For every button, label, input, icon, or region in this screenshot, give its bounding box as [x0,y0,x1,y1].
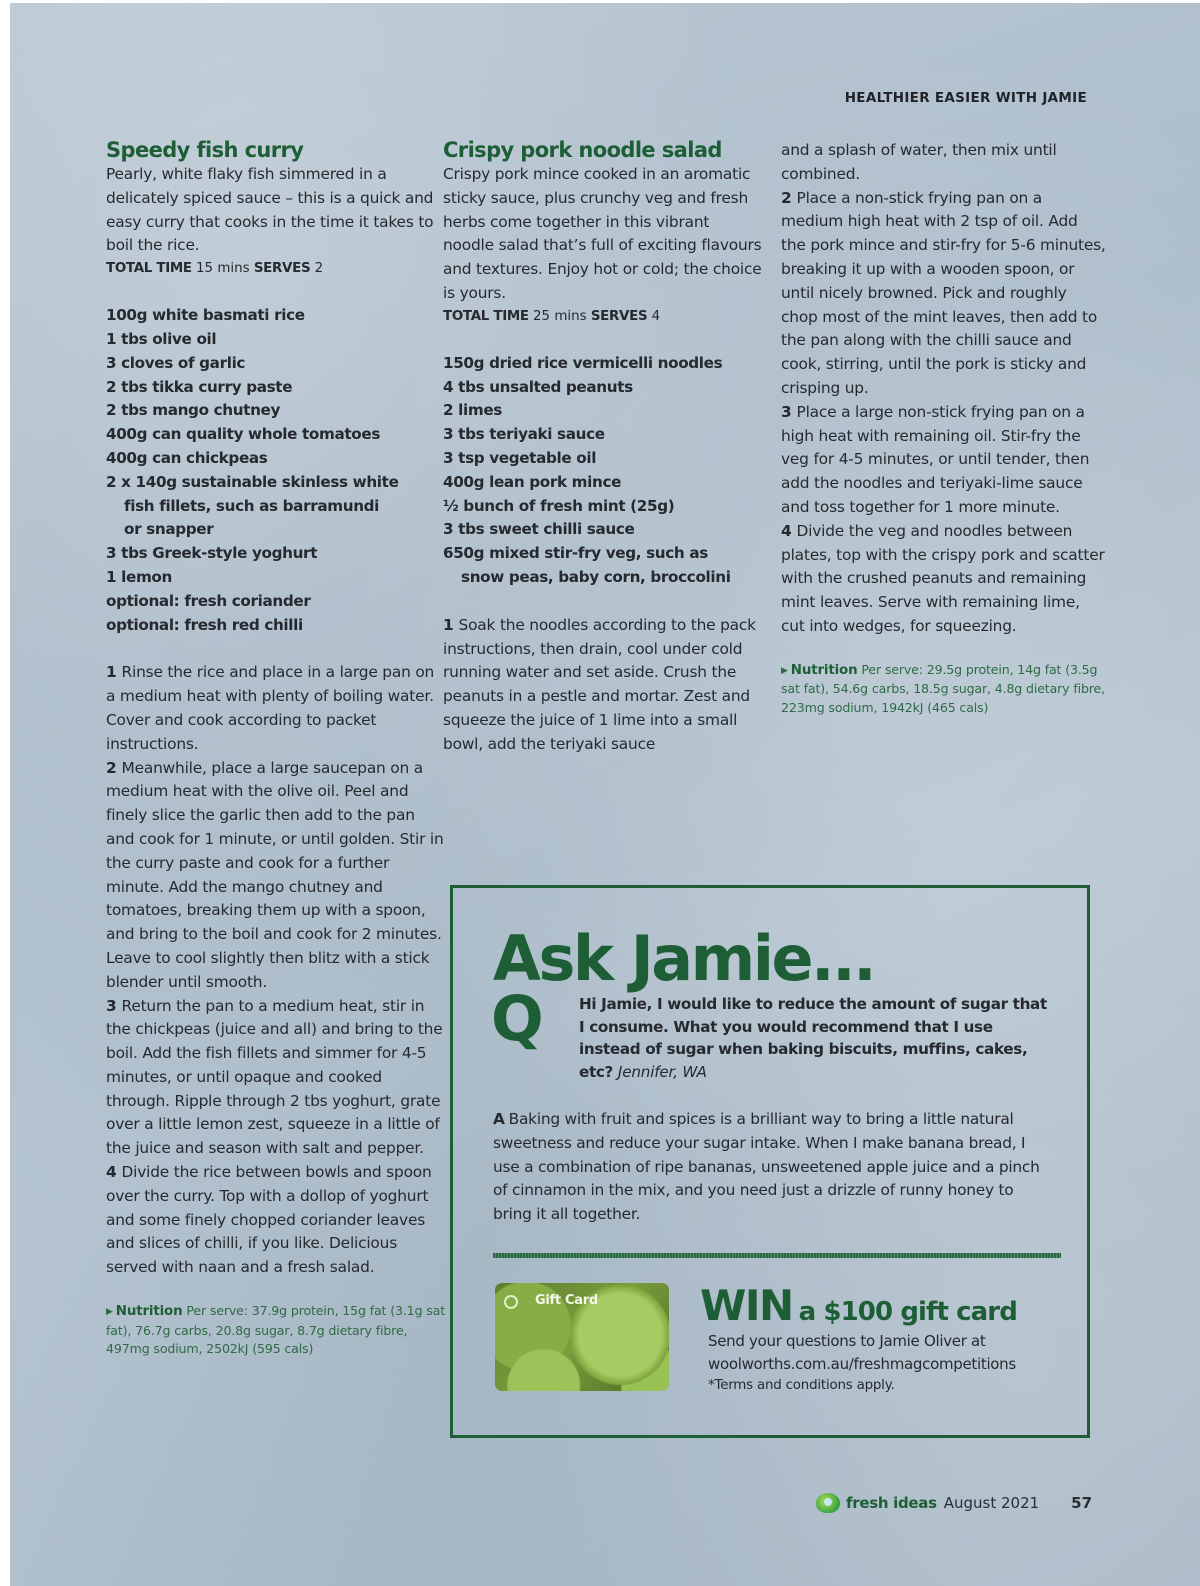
ingredient: 650g mixed stir-fry veg, such as [443,544,708,563]
ingredients-list [443,352,763,590]
method-steps [781,139,1106,639]
method-step: 1 Rinse the rice and place in a large pan on a medium heat with plenty of boiling water. Cover and cook according to packet instructions. [106,663,435,753]
ingredient: optional: fresh coriander [106,591,311,610]
nutrition-label: Nutrition [790,662,858,678]
nutrition-values: Per serve: 37.9g protein, 15g fat (3.1g sat fat), 76.7g carbs, 20.8g sugar, 8.7g dietary fibre, 497mg sodium, 2502kJ (595 cals) [106,1303,445,1357]
ingredient: optional: fresh red chilli [106,615,303,634]
recipe-meta [106,258,446,280]
question-asker: Jennifer, WA [617,1062,707,1081]
total-time-label: TOTAL TIME [443,308,529,324]
win-headline: WIN a $100 gift card [700,1281,1017,1330]
terms-note: *Terms and conditions apply. [708,1378,895,1393]
method-step: 4 Divide the veg and noodles between plates, top with the crispy pork and scatter with the crushed peanuts and remaining mint leaves. Serve with remaining lime, cut into wedges, for squeezing. [781,521,1105,635]
competition-link[interactable]: woolworths.com.au/freshmagcompetitions [708,1354,1016,1373]
answer-marker: A [493,1110,505,1128]
method-steps [443,614,763,757]
recipe-continued-column [781,139,1106,717]
ingredient: 2 limes [443,401,502,420]
total-time-value: 15 mins [196,261,250,277]
ingredient: 1 lemon [106,567,172,586]
triangle-arrow-icon: ▶ [781,665,788,676]
gift-card-image [495,1283,669,1391]
ingredient: 2 x 140g sustainable skinless white [106,472,399,491]
serves-label: SERVES [590,308,648,324]
magazine-page [10,3,1200,1586]
ingredient: 100g white basmati rice [106,306,305,325]
recipe-title: Crispy pork noodle salad [443,138,722,162]
total-time-label: TOTAL TIME [106,261,192,277]
jamie-answer: A Baking with fruit and spices is a brilliant way to bring a little natural sweetness and reduce your sugar intake. When I make banana bread, I use a combination of ripe bananas, unsweetened apple juice and a pinch of cinnamon in the mix, and you need just a drizzle of runny honey to bring it all together. [493,1110,1040,1224]
recipe-meta [443,306,763,328]
divider [493,1253,1061,1258]
ingredient: 4 tbs unsalted peanuts [443,377,633,396]
recipe-crispy-pork-noodle-salad [443,137,763,757]
method-step-continued: and a splash of water, then mix until combined. [781,141,1057,183]
ingredient: 400g can chickpeas [106,448,268,467]
ingredient: 3 tbs Greek-style yoghurt [106,544,318,563]
method-step: 3 Return the pan to a medium heat, stir in the chickpeas (juice and all) and bring to the boil. Add the fish fillets and simmer for 4-5 minutes, or until opaque and cooked through. Ripple through 2 tbs yoghurt, grate over a little lemon zest, squeeze in a little of the juice and season with salt and pepper. [106,996,443,1158]
method-step: 2 Place a non-stick frying pan on a medium high heat with 2 tsp of oil. Add the pork mince and stir-fry for 5-6 minutes, breaking it up with a wooden spoon, or until nicely browned. Pick and roughly chop most of the mint leaves, then add to the pan along with the chilli sauce and cook, stirring, until the pork is sticky and crisping up. [781,188,1106,397]
ingredient: 3 cloves of garlic [106,353,246,372]
nutrition-values: Per serve: 29.5g protein, 14g fat (3.5g sat fat), 54.6g carbs, 18.5g sugar, 4.8g dietary fibre, 223mg sodium, 1942kJ (465 cals) [781,661,1106,715]
question-marker: Q [491,982,544,1055]
ingredient: 400g lean pork mince [443,472,622,491]
method-steps [106,661,446,1280]
page-number: 57 [1071,1494,1093,1512]
serves-value: 2 [314,261,324,277]
issue-date: August 2021 [943,1494,1040,1512]
serves-label: SERVES [253,261,311,277]
method-step: 4 Divide the rice between bowls and spoon over the curry. Top with a dollop of yoghurt and some finely chopped coriander leaves and slices of chilli, if you like. Delicious served with naan and a fresh salad. [106,1163,432,1277]
ingredient: 2 tbs tikka curry paste [106,377,293,396]
win-instructions: Send your questions to Jamie Oliver at woolworths.com.au/freshmagcompetitions *Terms and conditions apply. [708,1330,1068,1397]
serves-value: 4 [651,308,661,324]
ingredient-continued: or snapper [124,520,214,539]
method-step: 3 Place a large non-stick frying pan on a high heat with remaining oil. Stir-fry the veg for 4-5 minutes, or until tender, then add the noodles and teriyaki-lime sauce and toss together for 1 more minute. [781,402,1090,516]
method-step: 2 Meanwhile, place a large saucepan on a medium heat with the olive oil. Peel and finely slice the garlic then add to the pan and cook for 1 minute, or until golden. Stir in the curry paste and cook for a further minute. Add the mango chutney and tomatoes, breaking them up with a spoon, and bring to the boil and cook for 2 minutes. Leave to cool slightly then blitz with a stick blender until smooth. [106,758,444,991]
ingredient: 3 tsp vegetable oil [443,448,597,467]
triangle-arrow-icon: ▶ [106,1307,113,1318]
woolworths-logo-icon [816,1493,840,1513]
recipe-intro: Pearly, white flaky fish simmered in a delicately spiced sauce – this is a quick and easy curry that cooks in the time it takes to boil the rice. [106,165,434,255]
gift-card-label: Gift Card [535,1293,598,1308]
ingredient: 1 tbs olive oil [106,329,217,348]
ingredient: 150g dried rice vermicelli noodles [443,353,723,372]
nutrition-info [106,1302,446,1359]
ingredient: ½ bunch of fresh mint (25g) [443,496,675,515]
ingredient-continued: fish fillets, such as barramundi [124,496,380,515]
method-step: 1 Soak the noodles according to the pack instructions, then drain, cool under cold running water and set aside. Crush the peanuts in a pestle and mortar. Zest and squeeze the juice of 1 lime into a small bowl, add the teriyaki sauce [443,615,756,753]
nutrition-label: Nutrition [115,1304,183,1320]
ask-jamie-box [450,885,1090,1438]
nutrition-info [781,661,1106,718]
ingredient: 2 tbs mango chutney [106,401,281,420]
ingredient: 3 tbs sweet chilli sauce [443,520,635,539]
magazine-brand: fresh ideas [846,1494,937,1512]
reader-question: Hi Jamie, I would like to reduce the amount of sugar that I consume. What you would recommend that I use instead of sugar when baking biscuits, muffins, cakes, etc? Jennifer, WA [579,995,1047,1081]
ingredients-list [106,304,446,637]
recipe-speedy-fish-curry [106,137,446,1359]
page-footer [816,1492,1092,1514]
woolworths-logo-icon [504,1295,518,1309]
section-label: HEALTHIER EASIER WITH JAMIE [844,90,1087,106]
ingredient-continued: snow peas, baby corn, broccolini [461,567,731,586]
ingredient: 3 tbs teriyaki sauce [443,425,605,444]
total-time-value: 25 mins [533,308,587,324]
recipe-intro: Crispy pork mince cooked in an aromatic sticky sauce, plus crunchy veg and fresh herbs come together in this vibrant noodle salad that’s full of exciting flavours and textures. Enjoy hot or cold; the choice is yours. [443,165,762,302]
ingredient: 400g can quality whole tomatoes [106,425,381,444]
ask-jamie-title: Ask Jamie... [493,922,875,995]
recipe-title: Speedy fish curry [106,138,304,162]
